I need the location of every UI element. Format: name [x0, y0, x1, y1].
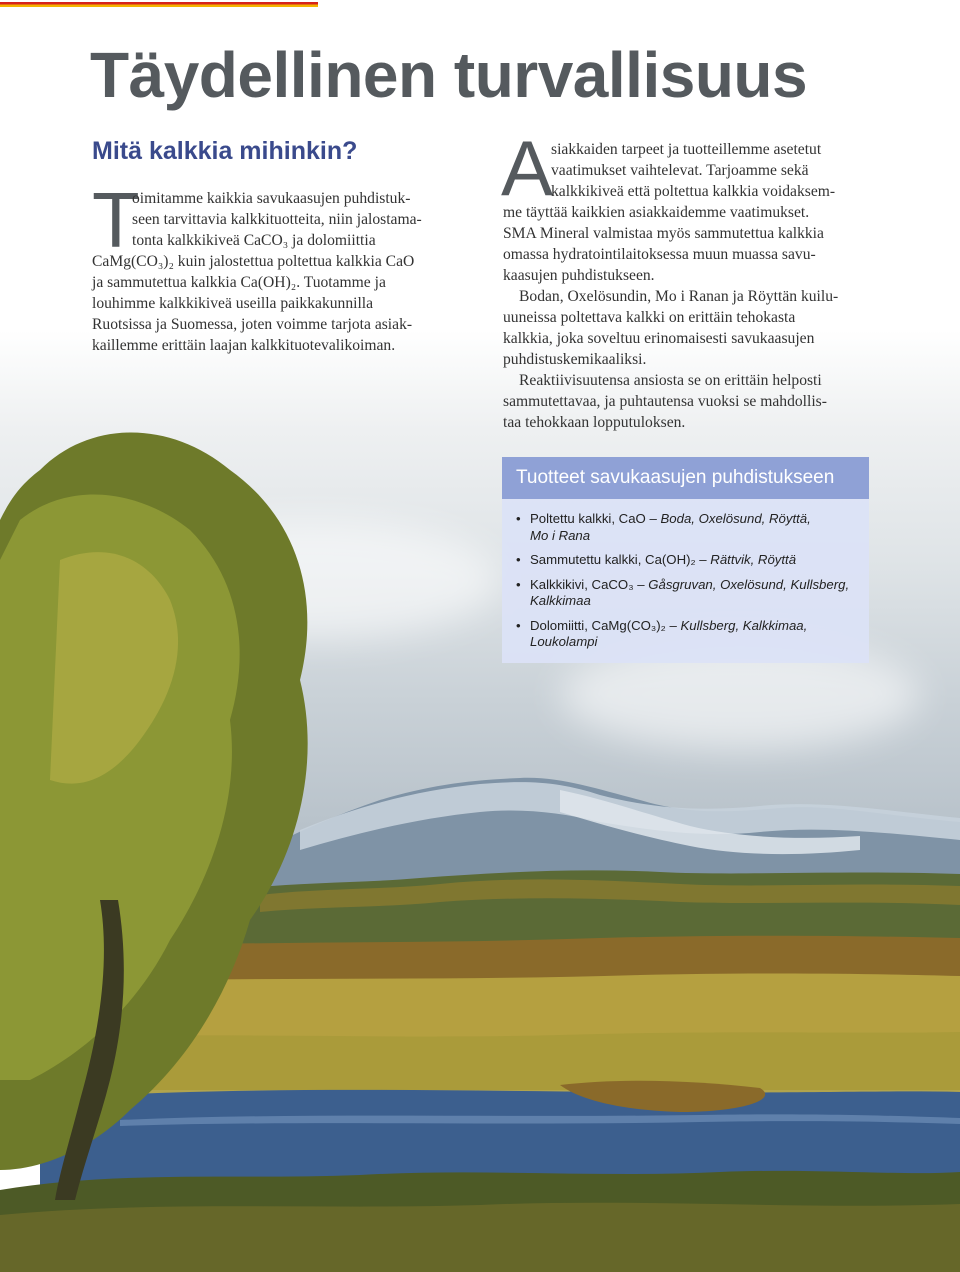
text-line: siakkaiden tarpeet ja tuotteillemme asetetut	[551, 141, 822, 158]
product-name: Dolomiitti, CaMg(CO₃)₂	[530, 617, 666, 633]
top-accent-rule	[0, 2, 318, 7]
product-locations: Loukolampi	[530, 634, 598, 649]
product-name: Kalkkikivi, CaCO₃	[530, 576, 634, 592]
product-locations: Mo i Rana	[530, 527, 591, 543]
text-line: uuneissa poltettava kalkki on erittäin tehokasta	[503, 309, 796, 326]
text-line: Reaktiivisuutensa ansiosta se on erittäin helposti	[519, 372, 822, 389]
dash: –	[699, 552, 707, 567]
product-name: Sammutettu kalkki, Ca(OH)₂	[530, 552, 696, 567]
products-list	[502, 499, 869, 651]
dash: –	[669, 617, 677, 633]
text-line: puhdistuskemikaaliksi.	[503, 351, 647, 368]
product-item	[512, 511, 869, 544]
text-line: kalkkikiveä että poltettua kalkkia voidaksem-	[551, 183, 836, 200]
text-line: louhimme kalkkikiveä useilla paikkakunnilla	[92, 295, 374, 312]
product-name: Poltettu kalkki, CaO	[530, 511, 646, 526]
dash: –	[637, 576, 645, 592]
text-line: seen tarvittavia kalkkituotteita, niin jalostama-	[132, 211, 422, 228]
product-item	[512, 552, 869, 569]
product-locations: Kalkkimaa	[530, 593, 591, 608]
dash: –	[649, 511, 657, 526]
page-title: Täydellinen turvallisuus	[90, 39, 808, 111]
text-line: kaasujen puhdistukseen.	[503, 267, 655, 284]
right-column-text	[503, 139, 873, 433]
bullet-icon: •	[516, 617, 521, 633]
bullet-icon: •	[516, 576, 521, 592]
text-line: taa tehokkaan lopputuloksen.	[503, 414, 686, 431]
text-line: tonta kalkkikiveä CaCO₃ ja dolomiittia	[132, 232, 376, 249]
products-box	[502, 457, 869, 663]
products-heading: Tuotteet savukaasujen puhdistukseen	[502, 457, 869, 499]
product-locations: Rättvik, Röyttä	[710, 552, 797, 567]
text-line: sammutettavaa, ja puhtautensa vuoksi se mahdollis-	[503, 393, 827, 410]
text-line: oimitamme kaikkia savukaasujen puhdistuk-	[132, 190, 411, 207]
text-line: Ruotsissa ja Suomessa, joten voimme tarjota asiak-	[92, 316, 413, 333]
product-locations: Kullsberg, Kalkkimaa,	[680, 617, 808, 633]
product-item	[512, 618, 869, 651]
text-line: kalkkia, joka soveltuu erinomaisesti savukaasujen	[503, 330, 815, 347]
bullet-icon: •	[516, 511, 521, 526]
text-line: Bodan, Oxelösundin, Mo i Ranan ja Röyttän kuilu-	[519, 288, 839, 305]
section-subtitle: Mitä kalkkia mihinkin?	[92, 137, 358, 165]
bullet-icon: •	[516, 552, 521, 567]
text-line: CaMg(CO₃)₂ kuin jalostettua poltettua kalkkia CaO	[92, 253, 415, 270]
text-line: SMA Mineral valmistaa myös sammutettua kalkkia	[503, 225, 824, 242]
product-locations: Boda, Oxelösund, Röyttä,	[660, 511, 811, 526]
drop-cap-left: T	[92, 176, 140, 264]
text-line: kaillemme erittäin laajan kalkkituotevalikoiman.	[92, 337, 396, 354]
text-line: omassa hydratointilaitoksessa muun muassa savu-	[503, 246, 816, 263]
text-line: ja sammutettua kalkkia Ca(OH)₂. Tuotamme ja	[92, 274, 386, 291]
product-locations: Gåsgruvan, Oxelösund, Kullsberg,	[648, 576, 850, 592]
drop-cap-right: A	[501, 124, 554, 212]
foreground-grass	[0, 1203, 960, 1272]
product-item	[512, 577, 869, 610]
text-line: vaatimukset vaihtelevat. Tarjoamme sekä	[551, 162, 809, 179]
text-line: me täyttää kaikkien asiakkaidemme vaatimukset.	[503, 204, 810, 221]
left-column-text	[92, 188, 462, 356]
